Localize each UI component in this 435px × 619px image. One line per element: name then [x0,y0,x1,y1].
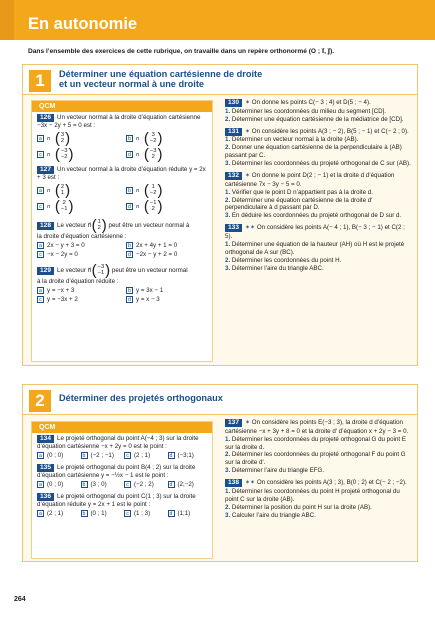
option-letter: c [37,296,44,303]
exercise-text-line2: la droite d’équation cartésienne : [37,232,127,240]
option-text: (2 ; 1) [134,451,151,459]
option-d[interactable] [168,510,208,518]
exercise-number: 126 [37,114,54,122]
qcm-label: QCM [32,422,212,433]
section-1 [22,64,418,366]
option-letter: d [168,481,175,488]
exercise-text-cont: peut être un vecteur normal [111,266,188,274]
option-text: (−2 ; 2) [134,480,154,488]
question-item: 1. Déterminer une équation de la hauteur (AH) où H est le projeté orthogonal de A sur (BC). [225,240,405,256]
option-text: (1;1) [177,509,191,517]
exercise-number: 131 [225,128,242,136]
vec-y: −1 [97,270,105,277]
vec-x: 2 [62,200,66,207]
exercises-right-1 [225,99,411,277]
option-text: (0 ; 0) [47,480,64,488]
exercise-text: Un vecteur normal à la droite d’équation cartésienne −3x − 2y + 5 = 0 est : [37,114,201,129]
option-a[interactable]: a n⃗ ( 2 1 ) [37,183,118,198]
option-letter: b [81,452,88,459]
exercise-number: 137 [225,419,242,427]
page-title: En autonomie [28,15,138,33]
exercise-text: Un vecteur normal à la droite d’équation réduite y = 2x + 3 est : [37,165,206,181]
exercise-131 [225,128,411,168]
option-letter: d [168,452,175,459]
vec-x: 3 [60,132,65,139]
difficulty-star-icon: ✶✶ [245,225,256,232]
exercise-134 [32,433,212,462]
page-header [0,0,435,40]
exercise-number: 136 [37,493,54,501]
option-letter: d [126,296,133,303]
exercise-text: Le projeté orthogonal du point C(1 ; 3) sur la droite d’équation réduite y = 2x + 1 est le point : [37,492,196,508]
exercise-126 [32,112,212,164]
option-c[interactable] [37,296,118,304]
option-text: (2;−2) [177,480,194,488]
option-text: (3 ; 0) [90,480,107,488]
question-item: 2. Déterminer les coordonnées du projeté orthogonal F du point G sur la droite d′. [225,451,406,467]
exercise-number: 138 [225,479,242,487]
option-d[interactable] [126,251,207,259]
option-d[interactable] [168,481,208,489]
option-letter: c [37,203,44,210]
question-item: 2. Déterminer les coordonnées du point H. [225,256,342,264]
exercise-137 [225,419,411,475]
option-letter: d [126,151,133,158]
option-letter: d [126,203,133,210]
option-letter: b [126,135,133,142]
exercise-number: 130 [225,99,242,107]
option-c[interactable] [124,481,164,489]
question-item: 1. Vérifier que le point D n’appartient pas à la droite d. [225,188,373,196]
option-text: −x − 2y = 0 [47,250,78,258]
vec-y: 2 [151,154,155,161]
exercise-intro: On considère les points A(3 ; 3), B(0 ; 2) et C(− 2 ; −2). [256,479,407,487]
difficulty-star-icon: ✶ [245,128,251,135]
option-a[interactable] [37,287,118,295]
section-2-number: 2 [29,390,51,412]
exercise-text-line2: à la droite d’équation réduite : [37,277,119,285]
exercise-number: 133 [225,224,242,232]
section-1-number: 1 [29,70,51,92]
exercise-intro: On donne les points C(− 3 ; 4) et D(5 ; − 4). [251,99,371,106]
option-a[interactable]: a n⃗ ( 3 2 ) [37,131,118,146]
vec-y: 2 [97,225,101,232]
qcm-box-2 [31,421,213,559]
exercise-intro: On considère les points E(−3 ; 3), la droite d d’équation cartésienne −x + 3y + 8 = 0 et la droite d′ d’équation x + 2y − 3 = 0. [225,419,409,435]
exercise-text-cont: peut être un vecteur normal à [108,222,190,230]
option-d[interactable]: d n⃗ ( −1 2 ) [126,199,207,214]
option-letter: a [37,187,44,194]
page-number: 264 [14,596,26,603]
option-text: y = −x + 3 [47,286,75,294]
option-text: (−3;1) [177,451,194,459]
option-c[interactable] [37,251,118,259]
exercise-intro: On considère les points A(3 ; − 2), B(5 ; − 1) et C(− 2 ; 0). [251,127,409,135]
section-1-title [59,70,399,89]
option-c[interactable]: c n⃗ ( −3 −2 ) [37,147,118,162]
vec-y: −2 [60,154,68,161]
section-2-header [23,385,417,415]
option-a[interactable] [37,452,77,460]
option-b[interactable] [126,242,207,250]
option-b[interactable]: b n⃗ ( 3 −2 ) [126,131,207,146]
vec-y: −2 [149,138,157,145]
section-1-title-line1: Déterminer une équation cartésienne de droite [59,69,263,79]
option-letter: a [37,510,44,517]
question-item: 1. Déterminer un vecteur normal à la droite (AB). [225,136,359,144]
vec-y: 2 [60,138,65,145]
option-b[interactable] [126,287,207,295]
vec-x: −3 [149,148,157,155]
option-d[interactable] [126,296,207,304]
option-letter: d [126,251,133,258]
exercise-130 [225,99,411,124]
option-letter: c [124,452,131,459]
option-c[interactable] [124,510,164,518]
exercise-text: Le projeté orthogonal du point A(−4 ; 3) sur la droite d’équation cartésienne −x + 2y = 0 est le point : [37,435,199,450]
exercise-138 [225,479,411,519]
option-text: 2x + 4y + 1 = 0 [136,241,178,249]
header-notch [0,0,14,40]
exercise-intro: On donne le point D(2 ; − 1) et la droite d d’équation cartésienne 7x − 3y − 5 = 0. [225,171,395,188]
difficulty-star-icon: ✶ [245,420,251,426]
option-letter: b [81,510,88,517]
question-item: 1. Déterminer les coordonnées du projeté orthogonal G du point E sur la droite d. [225,435,406,451]
vec-x: 2 [60,184,65,191]
question-item: 3. Déterminer l’aire du triangle ABC. [225,264,324,272]
vec-y: −2 [149,190,157,197]
option-text: (2 ; 1) [47,509,64,517]
vec-x: 3 [151,132,155,139]
option-text: y = −3x + 2 [47,295,78,303]
vec-x: 1 [97,219,101,226]
option-text: (−2 ; −1) [90,451,114,459]
option-text: y = 3x − 1 [136,286,164,294]
option-letter: a [37,135,44,142]
question-item: 3. Calculer l’aire du triangle ABC. [225,511,316,519]
vec-x: −3 [60,148,68,155]
section-1-title-line2: et un vecteur normal à une droite [59,78,204,89]
exercise-number: 129 [37,267,54,275]
vec-y: 1 [60,190,65,197]
vec-y: 2 [151,206,155,213]
exercise-133 [225,224,411,272]
option-b[interactable]: b n⃗ ( 1 −2 ) [126,183,207,198]
option-a[interactable] [37,242,118,250]
vec-x: 1 [151,184,155,191]
option-letter: c [37,251,44,258]
question-item: 2. Déterminer une équation cartésienne de la droite d′ perpendiculaire à d passant par D. [225,196,373,212]
option-d[interactable] [168,452,208,460]
option-letter: a [37,242,44,249]
option-letter: b [126,187,133,194]
exercise-number: 127 [37,166,54,174]
qcm-box-1 [31,100,213,362]
option-letter: a [37,481,44,488]
question-item: 2. Donner une équation cartésienne de la perpendiculaire à (AB) passant par C. [225,144,402,160]
option-text: 2x − y + 3 = 0 [47,241,85,249]
option-letter: b [126,242,133,249]
exercise-intro: On considère les points A(− 4 ; 1), B(− 3 ; − 1) et C(2 ; 5). [225,224,405,240]
vec-x: −1 [149,200,157,207]
option-letter: b [81,481,88,488]
section-1-header [23,65,417,95]
option-b[interactable] [81,452,121,460]
option-a[interactable] [37,510,77,518]
question-item: 3. Déterminer les coordonnées du projeté orthogonal de C sur (AB). [225,160,411,168]
question-item: 1. Déterminer les coordonnées du milieu du segment [CD]. [225,107,386,115]
exercises-right-2 [225,419,411,524]
option-text: (1 ; 3) [134,509,151,517]
exercise-129: 129 Le vecteur n⃗ ( −3 −1 ) peut être un vecteur normal à la droite d’équation réduite : a y = −x + 3 b y = 3x − 1 c y = −3x + 2 d y = x − 3 [32,261,212,306]
vec-x: −3 [97,264,105,271]
option-letter: c [124,481,131,488]
section-2 [22,384,418,562]
difficulty-star-icon: ✶✶ [245,480,256,487]
option-c[interactable] [124,452,164,460]
question-item: 2. Déterminer la position du point H sur la droite (AB). [225,503,372,511]
question-item: 3. Déterminer l’aire du triangle EFG. [225,467,325,475]
option-c[interactable]: c n⃗ ( 2 −1 ) [37,199,118,214]
exercise-127 [32,164,212,216]
section-2-title: Déterminer des projetés orthogonaux [59,393,223,403]
exercise-text: Le vecteur n⃗ [57,266,92,274]
exercise-132 [225,172,411,220]
question-item: 2. Déterminer une équation cartésienne de la médiatrice de [CD]. [225,115,404,123]
intro-text: Dans l’ensemble des exercices de cette rubrique, on travaille dans un repère orthonormé (O ; i⃗, j⃗). [28,48,335,55]
option-text: y = x − 3 [136,295,160,303]
option-letter: c [37,151,44,158]
vec-y: −1 [60,206,68,213]
option-text: −2x − y + 2 = 0 [136,250,178,258]
exercise-number: 135 [37,464,54,472]
qcm-label: QCM [32,101,212,112]
option-b[interactable] [81,481,121,489]
difficulty-star-icon: ✶ [245,100,251,106]
option-d[interactable]: d n⃗ ( −3 2 ) [126,147,207,162]
option-a[interactable] [37,481,77,489]
exercise-text: Le vecteur n⃗ [57,222,92,230]
question-item: 3. En déduire les coordonnées du projeté orthogonal de D sur d. [225,212,402,220]
option-letter: b [126,287,133,294]
exercise-number: 132 [225,172,242,180]
option-letter: c [124,510,131,517]
exercise-text: Le projeté orthogonal du point B(4 ; 2) sur la droite d’équation cartésienne y = −½x − 1 est le point : [37,463,196,479]
question-item: 1. Déterminer les coordonnées du point H projeté orthogonal du point C sur la droite (AB). [225,487,400,503]
exercise-136 [32,491,212,520]
option-text: (0 ; 0) [47,451,64,459]
option-letter: a [37,287,44,294]
exercise-number: 128 [37,222,54,230]
option-letter: a [37,452,44,459]
exercise-128: 128 Le vecteur n⃗ ( 1 2 ) peut être un vecteur normal à la droite d’équation cartésienne : a 2x − y + 3 = 0 b 2x + 4y + 1 = 0 c −x − 2y = 0 d −2x − y + 2 = 0 [32,216,212,261]
option-letter: d [168,510,175,517]
exercise-number: 134 [37,435,54,443]
option-text: (0 ; 1) [90,509,107,517]
exercise-135 [32,462,212,491]
option-b[interactable] [81,510,121,518]
difficulty-star-icon: ✶ [245,172,251,179]
